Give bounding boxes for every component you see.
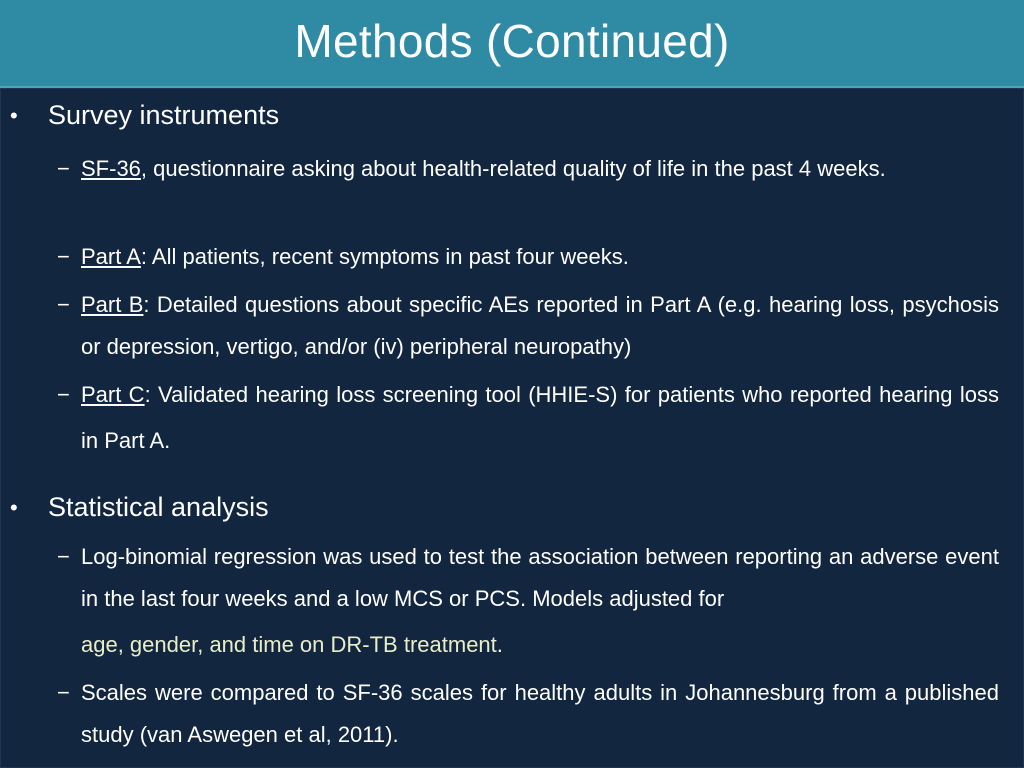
dash-icon: − [57,544,70,569]
title-bar [0,0,1024,88]
section-heading-text: Statistical analysis [48,492,269,522]
section-heading-text: Survey instruments [48,100,280,130]
list-item-part-c [57,372,999,464]
section-heading-statistics [10,492,269,523]
list-item-scales [57,672,999,756]
scales-text: Scales were compared to SF-36 scales for healthy adults in Johannesburg from a published study (van Aswegen et al, 2011). [81,680,999,747]
dash-icon: − [57,292,70,317]
list-item-sf36 [57,148,999,190]
bullet-icon: • [10,494,18,520]
bullet-icon: • [10,102,18,128]
dash-icon: − [57,244,70,269]
slide-title: Methods (Continued) [294,15,730,67]
adjustment-variables: age, gender, and time on DR-TB treatment [81,632,497,657]
list-item-regression [57,536,999,666]
dash-icon: − [57,156,70,181]
part-a-label: Part A [81,244,141,269]
part-b-label: Part B [81,292,144,317]
part-c-text: : Validated hearing loss screening tool (HHIE-S) for patients who reported hearing loss in Part A. [81,382,999,453]
section-heading-survey [10,100,279,131]
regression-tail: . [496,632,503,657]
dash-icon: − [57,680,70,705]
sf36-label: SF-36 [81,156,141,181]
part-b-text: : Detailed questions about specific AEs reported in Part A (e.g. hearing loss, psychosis or depression, vertigo, and/or (iv) peripheral neuropathy) [81,292,999,359]
part-a-text: : All patients, recent symptoms in past four weeks. [140,244,629,269]
part-c-label: Part C [81,382,145,407]
list-item-part-a [57,236,999,278]
list-item-part-b [57,284,999,368]
content-panel [0,88,1024,768]
dash-icon: − [57,382,70,407]
sf36-text: , questionnaire asking about health-related quality of life in the past 4 weeks. [140,156,886,181]
regression-text: Log-binomial regression was used to test the association between reporting an adverse event in the last four weeks and a low MCS or PCS. Models adjusted for [81,544,999,611]
